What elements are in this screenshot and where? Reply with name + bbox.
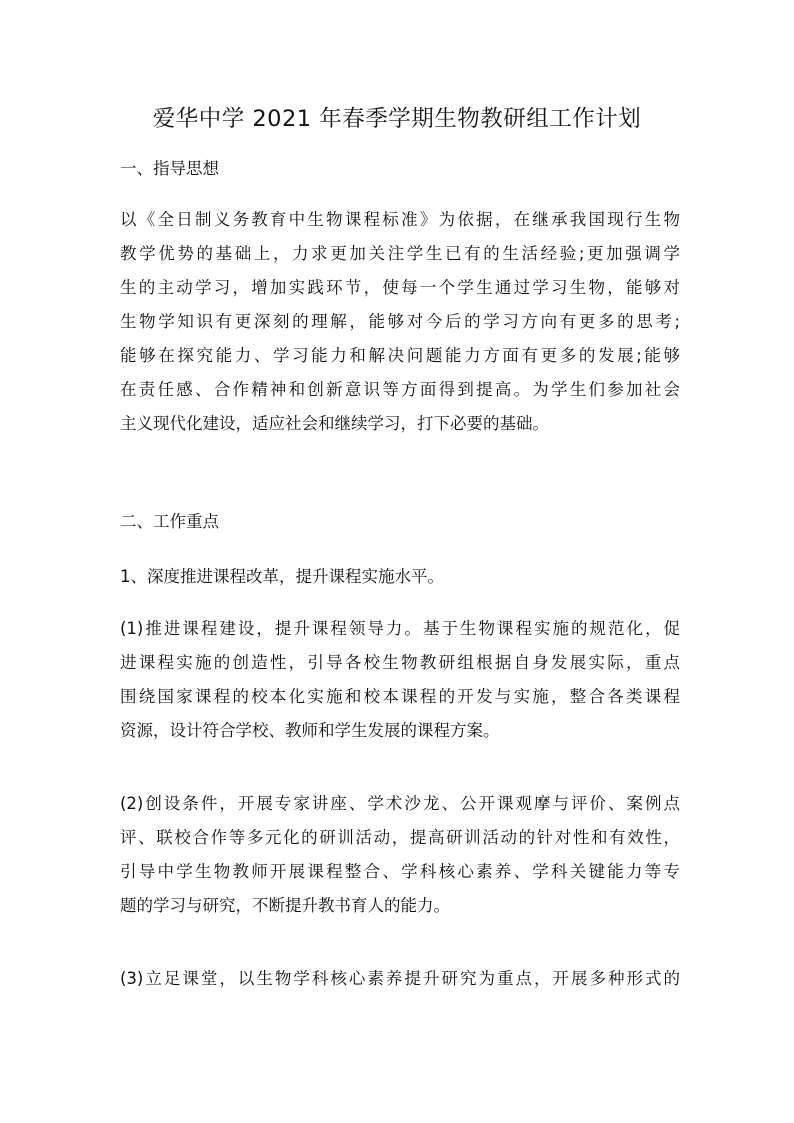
paragraph-line: 主义现代化建设，适应社会和继续学习，打下必要的基础。 <box>120 414 549 433</box>
paragraph-line: 在责任感、合作精神和创新意识等方面得到提高。为学生们参加社会 <box>120 380 680 399</box>
paragraph-guiding-ideology <box>120 203 680 441</box>
paragraph-line: 生物学知识有更深刻的理解，能够对今后的学习方向有更多的思考; <box>120 312 680 331</box>
paragraph-line: 引导中学生物教师开展课程整合、学科核心素养、学科关键能力等专 <box>120 862 680 881</box>
paragraph-line: 题的学习与研究，不断提升教书育人的能力。 <box>120 896 450 915</box>
paragraph-line: (2)创设条件，开展专家讲座、学术沙龙、公开课观摩与评价、案例点 <box>120 794 680 813</box>
paragraph-line: (3)立足课堂，以生物学科核心素养提升研究为重点，开展多种形式的 <box>120 969 680 988</box>
paragraph-line: 围绕国家课程的校本化实施和校本课程的开发与实施，整合各类课程 <box>120 687 680 706</box>
paragraph-line: 资源，设计符合学校、教师和学生发展的课程方案。 <box>120 721 500 740</box>
paragraph-line: 进课程实施的创造性，引导各校生物教研组根据自身发展实际，重点 <box>120 653 680 672</box>
work-focus-item-1: 1、深度推进课程改革，提升课程实施水平。 <box>120 567 444 586</box>
section-heading-guiding-ideology: 一、指导思想 <box>120 159 219 178</box>
section-heading-work-focus: 二、工作重点 <box>120 512 219 531</box>
paragraph-line: (1)推进课程建设，提升课程领导力。基于生物课程实施的规范化，促 <box>120 619 680 638</box>
paragraph-line: 生的主动学习，增加实践环节，使每一个学生通过学习生物，能够对 <box>120 278 680 297</box>
paragraph-curriculum-construction <box>120 612 680 748</box>
paragraph-training-activities <box>120 787 680 923</box>
paragraph-line: 能够在探究能力、学习能力和解决问题能力方面有更多的发展;能够 <box>120 346 680 365</box>
paragraph-classroom-focus <box>120 962 680 996</box>
document-title: 爱华中学 2021 年春季学期生物教研组工作计划 <box>152 106 642 132</box>
paragraph-line: 评、联校合作等多元化的研训活动，提高研训活动的针对性和有效性， <box>120 828 680 847</box>
paragraph-line: 以《全日制义务教育中生物课程标准》为依据，在继承我国现行生物 <box>120 210 680 229</box>
paragraph-line: 教学优势的基础上，力求更加关注学生已有的生活经验;更加强调学 <box>120 244 680 263</box>
